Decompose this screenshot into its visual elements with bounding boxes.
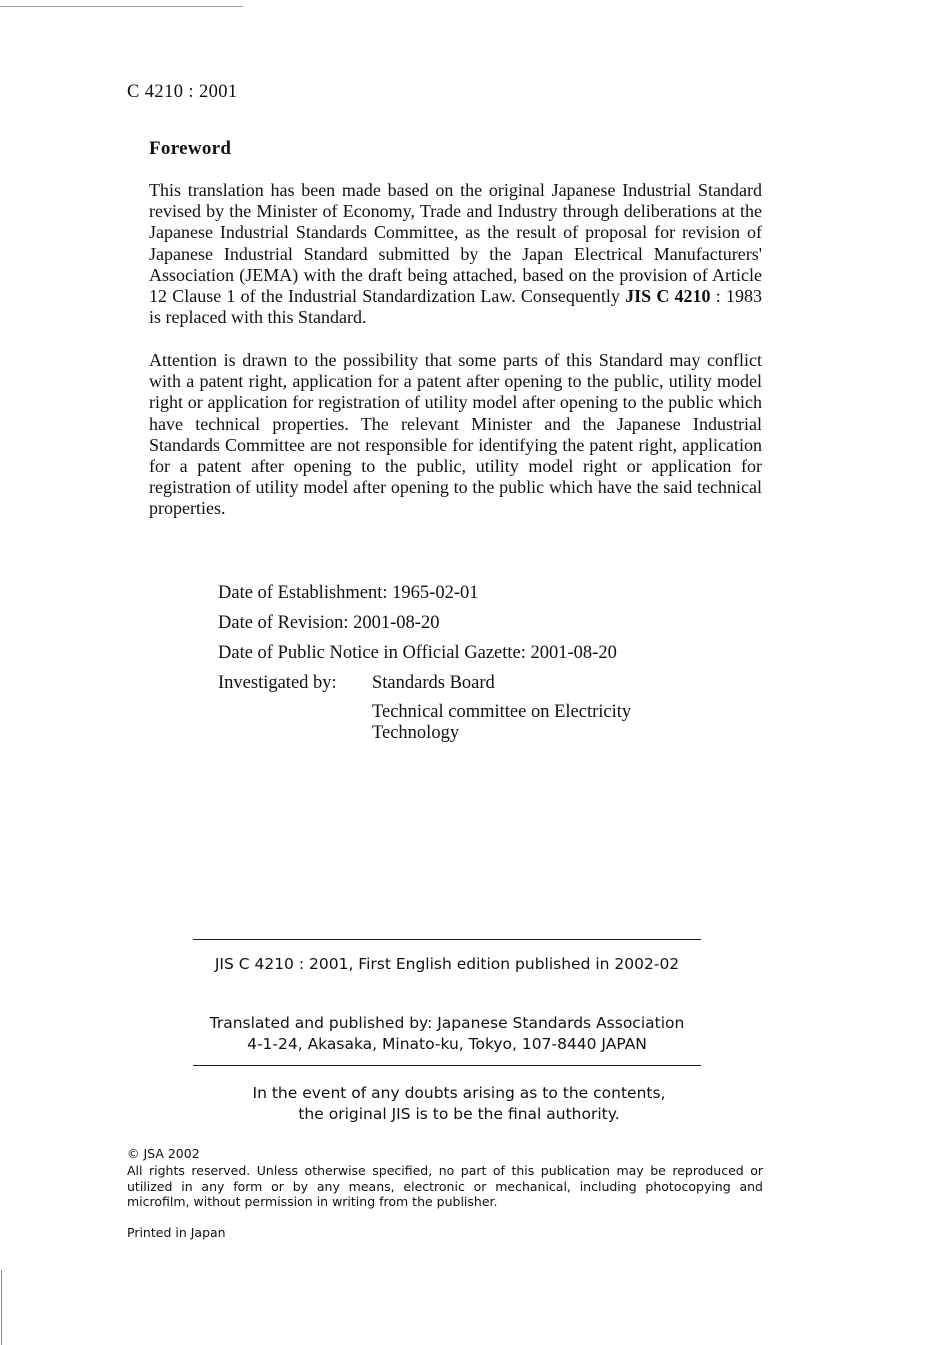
rights-statement: All rights reserved. Unless otherwise specified, no part of this publication may be reproduced or utilized in any form or by any means, electronic or mechanical, including photocopying and microfilm, without permission in writing from the publisher.: [127, 1163, 763, 1210]
foreword-paragraph-1: [149, 180, 762, 328]
edition-statement: JIS C 4210 : 2001, First English edition published in 2002-02: [214, 955, 680, 973]
standard-reference: JIS C 4210: [625, 286, 711, 307]
date-of-public-notice: Date of Public Notice in Official Gazette: 2001-08-20: [218, 643, 617, 663]
authority-note: [193, 1083, 725, 1124]
scan-artifact-top-line: [0, 6, 243, 7]
copyright-notice: © JSA 2002: [127, 1146, 200, 1161]
investigated-by-label: Investigated by:: [218, 673, 337, 693]
dates-block: [218, 578, 692, 744]
investigated-by-row: [218, 668, 692, 744]
investigating-body: Standards Board: [372, 673, 495, 693]
foreword-heading: Foreword: [149, 138, 232, 159]
foreword-paragraph-2: Attention is drawn to the possibility that some parts of this Standard may conflict with a patent right, application for a patent after opening to the public, utility model right or application for registration of utility model after opening to the public which have technical properties. The relevant Minister and the Japanese Industrial Standards Committee are not responsible for identifying the patent right, application for a patent after opening to the public, utility model right or application for registration of utility model after opening to the public which have the said technical properties.: [149, 350, 762, 519]
document-code: C 4210 : 2001: [127, 82, 238, 102]
printed-in: Printed in Japan: [127, 1225, 226, 1240]
divider-bottom: [193, 1065, 701, 1066]
publisher-name: Translated and published by: Japanese Standards Association: [209, 1014, 685, 1032]
authority-note-line-2: the original JIS is to be the final authority.: [298, 1104, 620, 1123]
scan-artifact-left-edge: [1, 1270, 2, 1345]
divider-top: [193, 939, 701, 940]
foreword-paragraph-1-tail: : 1983 is replaced with this Standard.: [149, 286, 762, 328]
publisher-block: [193, 1013, 701, 1054]
publisher-address: 4-1-24, Akasaka, Minato-ku, Tokyo, 107-8440 JAPAN: [247, 1034, 647, 1053]
investigated-by-list: [372, 668, 692, 744]
authority-note-line-1: In the event of any doubts arising as to the contents,: [252, 1084, 666, 1102]
date-of-revision: Date of Revision: 2001-08-20: [218, 613, 440, 633]
investigating-committee: Technical committee on Electricity Technology: [372, 702, 632, 743]
date-of-establishment: Date of Establishment: 1965-02-01: [218, 583, 479, 603]
foreword-paragraph-1-text: This translation has been made based on the original Japanese Industrial Standard revised by the Minister of Economy, Trade and Industry through deliberations at the Japanese Industrial Standards Committee, as the result of proposal for revision of Japanese Industrial Standard submitted by the Japan Electrical Manufacturers' Association (JEMA) with the draft being attached, based on the provision of Article 12 Clause 1 of the Industrial Standardization Law. Consequently: [149, 180, 762, 307]
